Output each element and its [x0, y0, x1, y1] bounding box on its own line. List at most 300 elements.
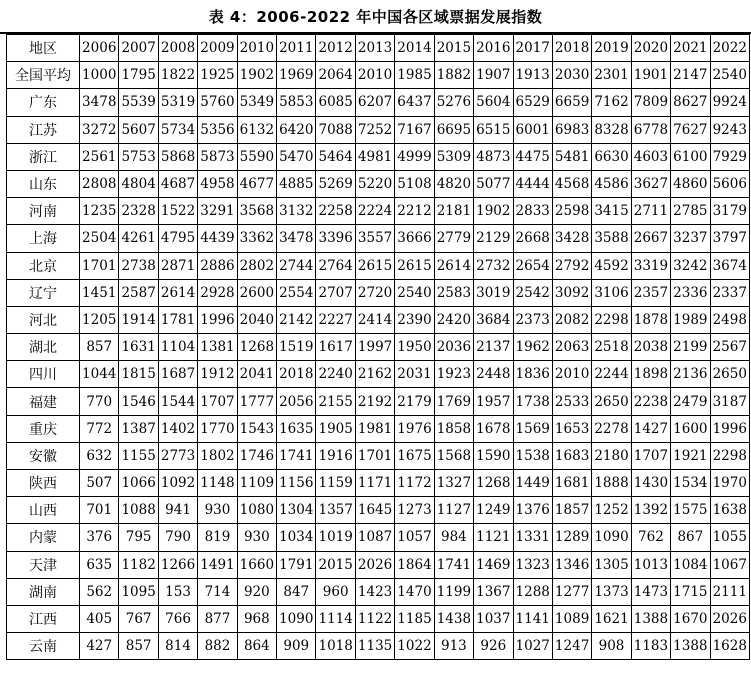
- index-value-cell: 2038: [631, 334, 670, 361]
- index-value-cell: 2414: [355, 306, 394, 333]
- table-title: 表 4：2006-2022 年中国各区域票据发展指数: [0, 0, 751, 34]
- table-row: [7, 334, 750, 361]
- index-value-cell: 2785: [671, 198, 710, 225]
- index-value-cell: 2773: [158, 442, 197, 469]
- header-year-cell: 2015: [434, 35, 473, 62]
- header-year-cell: 2010: [237, 35, 276, 62]
- index-value-cell: 3666: [395, 225, 434, 252]
- region-name-cell: 广东: [7, 89, 80, 116]
- index-value-cell: 2056: [277, 388, 316, 415]
- index-value-cell: 2063: [552, 334, 591, 361]
- index-value-cell: 1769: [434, 388, 473, 415]
- index-value-cell: 2540: [710, 62, 749, 89]
- header-region-label: 地区: [7, 35, 80, 62]
- index-value-cell: 3242: [671, 252, 710, 279]
- index-value-cell: 1707: [631, 442, 670, 469]
- index-value-cell: 1037: [474, 605, 513, 632]
- table-row: [7, 279, 750, 306]
- index-value-cell: 1084: [671, 551, 710, 578]
- index-value-cell: 4444: [513, 170, 552, 197]
- index-value-cell: 1104: [158, 334, 197, 361]
- index-value-cell: 1159: [316, 470, 355, 497]
- index-value-cell: 1701: [80, 252, 119, 279]
- table-row: [7, 89, 750, 116]
- index-value-cell: 1683: [552, 442, 591, 469]
- index-value-cell: 6207: [355, 89, 394, 116]
- index-value-cell: 1121: [474, 524, 513, 551]
- header-year-cell: 2006: [80, 35, 119, 62]
- index-value-cell: 1304: [277, 497, 316, 524]
- index-value-cell: 2238: [631, 388, 670, 415]
- index-value-cell: 2833: [513, 198, 552, 225]
- index-value-cell: 1962: [513, 334, 552, 361]
- index-value-cell: 1268: [474, 470, 513, 497]
- index-value-cell: 2738: [119, 252, 158, 279]
- index-value-cell: 2147: [671, 62, 710, 89]
- table-row: [7, 252, 750, 279]
- index-value-cell: 3415: [592, 198, 631, 225]
- index-value-cell: 3568: [237, 198, 276, 225]
- index-value-cell: 1675: [395, 442, 434, 469]
- index-value-cell: 1738: [513, 388, 552, 415]
- index-value-cell: 1989: [671, 306, 710, 333]
- index-value-cell: 2504: [80, 225, 119, 252]
- index-value-cell: 1568: [434, 442, 473, 469]
- index-value-cell: 1095: [119, 578, 158, 605]
- index-value-cell: 2336: [671, 279, 710, 306]
- index-value-cell: 5276: [434, 89, 473, 116]
- index-value-cell: 9924: [710, 89, 749, 116]
- header-year-cell: 2014: [395, 35, 434, 62]
- index-value-cell: 1057: [395, 524, 434, 551]
- index-value-cell: 1901: [631, 62, 670, 89]
- index-value-cell: 1687: [158, 361, 197, 388]
- index-value-cell: 6630: [592, 143, 631, 170]
- index-value-cell: 2010: [355, 62, 394, 89]
- index-value-cell: 153: [158, 578, 197, 605]
- index-value-cell: 1957: [474, 388, 513, 415]
- index-value-cell: 1781: [158, 306, 197, 333]
- index-value-cell: 1044: [80, 361, 119, 388]
- index-value-cell: 6420: [277, 116, 316, 143]
- index-value-cell: 5604: [474, 89, 513, 116]
- index-value-cell: 5853: [277, 89, 316, 116]
- index-value-cell: 2667: [631, 225, 670, 252]
- index-value-cell: 6695: [434, 116, 473, 143]
- index-value-cell: 772: [80, 415, 119, 442]
- header-year-cell: 2018: [552, 35, 591, 62]
- index-value-cell: 1469: [474, 551, 513, 578]
- index-value-cell: 1066: [119, 470, 158, 497]
- index-value-cell: 2390: [395, 306, 434, 333]
- index-value-cell: 3019: [474, 279, 513, 306]
- index-value-cell: 2668: [513, 225, 552, 252]
- index-value-cell: 7088: [316, 116, 355, 143]
- index-value-cell: 376: [80, 524, 119, 551]
- index-value-cell: 5349: [237, 89, 276, 116]
- region-name-cell: 辽宁: [7, 279, 80, 306]
- index-table: [6, 34, 750, 660]
- index-value-cell: 908: [592, 633, 631, 660]
- index-value-cell: 2732: [474, 252, 513, 279]
- index-value-cell: 2240: [316, 361, 355, 388]
- index-value-cell: 5481: [552, 143, 591, 170]
- index-value-cell: 4439: [198, 225, 237, 252]
- index-value-cell: 1546: [119, 388, 158, 415]
- index-value-cell: 7929: [710, 143, 749, 170]
- index-value-cell: 2518: [592, 334, 631, 361]
- index-value-cell: 2654: [513, 252, 552, 279]
- index-value-cell: 882: [198, 633, 237, 660]
- index-value-cell: 3319: [631, 252, 670, 279]
- index-value-cell: 2036: [434, 334, 473, 361]
- region-name-cell: 江苏: [7, 116, 80, 143]
- index-value-cell: 2707: [316, 279, 355, 306]
- index-value-cell: 1815: [119, 361, 158, 388]
- index-value-cell: 2567: [710, 334, 749, 361]
- index-value-cell: 5868: [158, 143, 197, 170]
- index-value-cell: 1027: [513, 633, 552, 660]
- header-year-cell: 2008: [158, 35, 197, 62]
- index-value-cell: 2650: [710, 361, 749, 388]
- index-value-cell: 1266: [158, 551, 197, 578]
- header-year-cell: 2012: [316, 35, 355, 62]
- index-value-cell: 1252: [592, 497, 631, 524]
- index-value-cell: 701: [80, 497, 119, 524]
- index-value-cell: 1388: [631, 605, 670, 632]
- table-row: [7, 497, 750, 524]
- region-name-cell: 陕西: [7, 470, 80, 497]
- table-row: [7, 633, 750, 660]
- index-value-cell: 8328: [592, 116, 631, 143]
- region-name-cell: 江西: [7, 605, 80, 632]
- index-value-cell: 7809: [631, 89, 670, 116]
- index-value-cell: 7162: [592, 89, 631, 116]
- index-value-cell: 1681: [552, 470, 591, 497]
- index-value-cell: 1544: [158, 388, 197, 415]
- index-value-cell: 4603: [631, 143, 670, 170]
- index-value-cell: 3362: [237, 225, 276, 252]
- index-value-cell: 6085: [316, 89, 355, 116]
- index-value-cell: 5220: [355, 170, 394, 197]
- index-value-cell: 5607: [119, 116, 158, 143]
- index-value-cell: 1114: [316, 605, 355, 632]
- index-value-cell: 2615: [395, 252, 434, 279]
- table-row: [7, 62, 750, 89]
- region-name-cell: 四川: [7, 361, 80, 388]
- region-name-cell: 湖南: [7, 578, 80, 605]
- index-value-cell: 2026: [355, 551, 394, 578]
- index-value-cell: 795: [119, 524, 158, 551]
- index-value-cell: 1022: [395, 633, 434, 660]
- index-value-cell: 2142: [277, 306, 316, 333]
- index-value-cell: 1387: [119, 415, 158, 442]
- index-value-cell: 2155: [316, 388, 355, 415]
- index-value-cell: 3132: [277, 198, 316, 225]
- table-row: [7, 388, 750, 415]
- index-value-cell: 1135: [355, 633, 394, 660]
- index-value-cell: 2026: [710, 605, 749, 632]
- index-value-cell: 2298: [710, 442, 749, 469]
- index-value-cell: 1305: [592, 551, 631, 578]
- index-value-cell: 1631: [119, 334, 158, 361]
- index-value-cell: 1905: [316, 415, 355, 442]
- index-value-cell: 6529: [513, 89, 552, 116]
- header-year-cell: 2007: [119, 35, 158, 62]
- index-value-cell: 2227: [316, 306, 355, 333]
- index-value-cell: 1912: [198, 361, 237, 388]
- index-value-cell: 960: [316, 578, 355, 605]
- index-value-cell: 1741: [434, 551, 473, 578]
- table-row: [7, 225, 750, 252]
- region-name-cell: 福建: [7, 388, 80, 415]
- index-value-cell: 1127: [434, 497, 473, 524]
- table-row: [7, 361, 750, 388]
- index-value-cell: 427: [80, 633, 119, 660]
- index-value-cell: 1746: [237, 442, 276, 469]
- index-value-cell: 1543: [237, 415, 276, 442]
- index-value-cell: 920: [237, 578, 276, 605]
- table-row: [7, 442, 750, 469]
- index-value-cell: 1141: [513, 605, 552, 632]
- index-value-cell: 1019: [316, 524, 355, 551]
- index-value-cell: 3396: [316, 225, 355, 252]
- header-year-cell: 2016: [474, 35, 513, 62]
- table-row: [7, 415, 750, 442]
- index-value-cell: 9243: [710, 116, 749, 143]
- index-value-cell: 2199: [671, 334, 710, 361]
- index-value-cell: 1402: [158, 415, 197, 442]
- index-value-cell: 2615: [355, 252, 394, 279]
- index-value-cell: 1916: [316, 442, 355, 469]
- index-value-cell: 1777: [237, 388, 276, 415]
- index-value-cell: 2928: [198, 279, 237, 306]
- index-value-cell: 6132: [237, 116, 276, 143]
- index-value-cell: 2337: [710, 279, 749, 306]
- region-name-cell: 山西: [7, 497, 80, 524]
- index-value-cell: 1182: [119, 551, 158, 578]
- region-name-cell: 重庆: [7, 415, 80, 442]
- index-value-cell: 930: [198, 497, 237, 524]
- index-value-cell: 2540: [395, 279, 434, 306]
- index-value-cell: 2542: [513, 279, 552, 306]
- index-value-cell: 2018: [277, 361, 316, 388]
- index-value-cell: 5309: [434, 143, 473, 170]
- index-value-cell: 1376: [513, 497, 552, 524]
- index-value-cell: 5077: [474, 170, 513, 197]
- index-value-cell: 2244: [592, 361, 631, 388]
- index-value-cell: 857: [80, 334, 119, 361]
- index-value-cell: 1367: [474, 578, 513, 605]
- index-value-cell: 1473: [631, 578, 670, 605]
- index-value-cell: 2792: [552, 252, 591, 279]
- index-value-cell: 5873: [198, 143, 237, 170]
- index-value-cell: 3106: [592, 279, 631, 306]
- index-value-cell: 1569: [513, 415, 552, 442]
- index-value-cell: 766: [158, 605, 197, 632]
- region-name-cell: 山东: [7, 170, 80, 197]
- index-value-cell: 1907: [474, 62, 513, 89]
- index-value-cell: 4804: [119, 170, 158, 197]
- index-value-cell: 1590: [474, 442, 513, 469]
- index-value-cell: 1491: [198, 551, 237, 578]
- header-year-cell: 2011: [277, 35, 316, 62]
- index-value-cell: 1034: [277, 524, 316, 551]
- index-value-cell: 1795: [119, 62, 158, 89]
- index-value-cell: 5606: [710, 170, 749, 197]
- index-value-cell: 1996: [198, 306, 237, 333]
- index-value-cell: 3179: [710, 198, 749, 225]
- index-value-cell: 1950: [395, 334, 434, 361]
- header-year-cell: 2020: [631, 35, 670, 62]
- index-value-cell: 930: [237, 524, 276, 551]
- index-value-cell: 1109: [237, 470, 276, 497]
- index-value-cell: 1199: [434, 578, 473, 605]
- index-value-cell: 2328: [119, 198, 158, 225]
- table-row: [7, 470, 750, 497]
- index-value-cell: 7252: [355, 116, 394, 143]
- index-value-cell: 2180: [592, 442, 631, 469]
- index-value-cell: 5356: [198, 116, 237, 143]
- region-name-cell: 湖北: [7, 334, 80, 361]
- index-value-cell: 2111: [710, 578, 749, 605]
- index-value-cell: 877: [198, 605, 237, 632]
- index-value-cell: 1148: [198, 470, 237, 497]
- header-year-cell: 2022: [710, 35, 749, 62]
- table-row: [7, 306, 750, 333]
- index-value-cell: 1268: [237, 334, 276, 361]
- index-value-cell: 909: [277, 633, 316, 660]
- index-value-cell: 6100: [671, 143, 710, 170]
- index-value-cell: 3557: [355, 225, 394, 252]
- index-value-cell: 762: [631, 524, 670, 551]
- index-value-cell: 2614: [158, 279, 197, 306]
- index-value-cell: 3237: [671, 225, 710, 252]
- header-year-cell: 2019: [592, 35, 631, 62]
- index-value-cell: 4677: [237, 170, 276, 197]
- header-year-cell: 2013: [355, 35, 394, 62]
- index-value-cell: 1088: [119, 497, 158, 524]
- index-value-cell: 1331: [513, 524, 552, 551]
- index-value-cell: 4885: [277, 170, 316, 197]
- index-value-cell: 857: [119, 633, 158, 660]
- index-value-cell: 1205: [80, 306, 119, 333]
- index-value-cell: 507: [80, 470, 119, 497]
- index-value-cell: 5319: [158, 89, 197, 116]
- index-value-cell: 1925: [198, 62, 237, 89]
- region-name-cell: 云南: [7, 633, 80, 660]
- index-value-cell: 1791: [277, 551, 316, 578]
- index-value-cell: 1858: [434, 415, 473, 442]
- index-value-cell: 1538: [513, 442, 552, 469]
- index-value-cell: 4687: [158, 170, 197, 197]
- index-value-cell: 7167: [395, 116, 434, 143]
- table-row: [7, 605, 750, 632]
- index-value-cell: 819: [198, 524, 237, 551]
- table-row: [7, 198, 750, 225]
- index-value-cell: 1997: [355, 334, 394, 361]
- index-value-cell: 2479: [671, 388, 710, 415]
- index-value-cell: 1635: [277, 415, 316, 442]
- index-value-cell: 2561: [80, 143, 119, 170]
- index-value-cell: 5470: [277, 143, 316, 170]
- index-value-cell: 2598: [552, 198, 591, 225]
- index-value-cell: 632: [80, 442, 119, 469]
- index-value-cell: 2420: [434, 306, 473, 333]
- index-value-cell: 3797: [710, 225, 749, 252]
- index-value-cell: 2720: [355, 279, 394, 306]
- index-value-cell: 1249: [474, 497, 513, 524]
- index-value-cell: 5590: [237, 143, 276, 170]
- index-value-cell: 2040: [237, 306, 276, 333]
- region-name-cell: 内蒙: [7, 524, 80, 551]
- index-value-cell: 1055: [710, 524, 749, 551]
- index-value-cell: 1235: [80, 198, 119, 225]
- index-value-cell: 4873: [474, 143, 513, 170]
- index-value-cell: 3478: [80, 89, 119, 116]
- index-value-cell: 3627: [631, 170, 670, 197]
- index-value-cell: 1373: [592, 578, 631, 605]
- index-value-cell: 1470: [395, 578, 434, 605]
- index-value-cell: 2224: [355, 198, 394, 225]
- index-value-cell: 1575: [671, 497, 710, 524]
- index-value-cell: 7627: [671, 116, 710, 143]
- index-value-cell: 2301: [592, 62, 631, 89]
- index-value-cell: 3187: [710, 388, 749, 415]
- header-year-cell: 2017: [513, 35, 552, 62]
- index-value-cell: 1638: [710, 497, 749, 524]
- region-name-cell: 上海: [7, 225, 80, 252]
- index-value-cell: 1519: [277, 334, 316, 361]
- index-value-cell: 2136: [671, 361, 710, 388]
- index-value-cell: 4586: [592, 170, 631, 197]
- index-value-cell: 1067: [710, 551, 749, 578]
- index-value-cell: 5464: [316, 143, 355, 170]
- index-value-cell: 2779: [434, 225, 473, 252]
- index-value-cell: 6778: [631, 116, 670, 143]
- index-value-cell: 5734: [158, 116, 197, 143]
- index-value-cell: 4999: [395, 143, 434, 170]
- index-value-cell: 1857: [552, 497, 591, 524]
- index-value-cell: 2554: [277, 279, 316, 306]
- index-value-cell: 2129: [474, 225, 513, 252]
- index-value-cell: 1092: [158, 470, 197, 497]
- index-value-cell: 1381: [198, 334, 237, 361]
- index-value-cell: 1882: [434, 62, 473, 89]
- region-name-cell: 北京: [7, 252, 80, 279]
- table-row: [7, 116, 750, 143]
- index-value-cell: 1600: [671, 415, 710, 442]
- index-value-cell: 1822: [158, 62, 197, 89]
- index-value-cell: 2650: [592, 388, 631, 415]
- index-value-cell: 770: [80, 388, 119, 415]
- index-value-cell: 4568: [552, 170, 591, 197]
- index-value-cell: 1628: [710, 633, 749, 660]
- index-value-cell: 1388: [671, 633, 710, 660]
- region-name-cell: 全国平均: [7, 62, 80, 89]
- index-value-cell: 2373: [513, 306, 552, 333]
- index-value-cell: 767: [119, 605, 158, 632]
- region-name-cell: 浙江: [7, 143, 80, 170]
- index-value-cell: 714: [198, 578, 237, 605]
- index-value-cell: 4981: [355, 143, 394, 170]
- index-value-cell: 1898: [631, 361, 670, 388]
- index-value-cell: 2600: [237, 279, 276, 306]
- region-name-cell: 天津: [7, 551, 80, 578]
- index-value-cell: 405: [80, 605, 119, 632]
- index-value-cell: 5760: [198, 89, 237, 116]
- index-value-cell: 913: [434, 633, 473, 660]
